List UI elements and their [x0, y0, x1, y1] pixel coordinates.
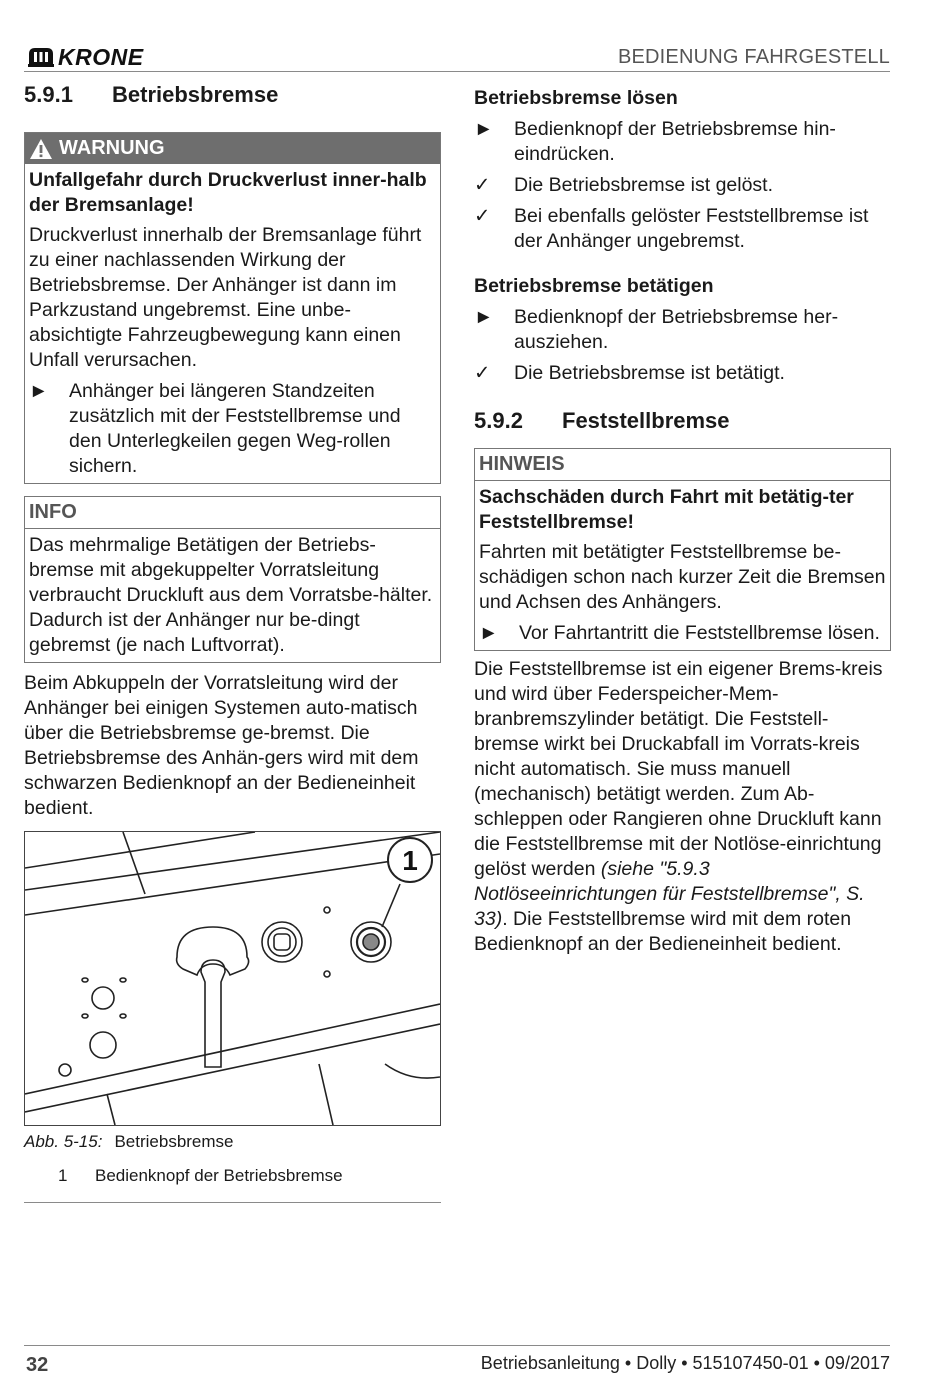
- notice-step-text: Vor Fahrtantritt die Feststellbremse lösen.: [519, 622, 880, 644]
- section-heading-592: [474, 408, 891, 434]
- apply-heading: Betriebsbremse betätigen: [474, 275, 714, 297]
- release-step-1: [474, 117, 891, 167]
- header-divider: [24, 71, 890, 72]
- brand-name: KRONE: [58, 43, 144, 70]
- info-box: [24, 496, 441, 663]
- arrow-right-icon: ►: [474, 306, 494, 328]
- warning-body: [25, 164, 440, 483]
- notice-text: Fahrten mit betätigter Feststellbremse be-schädigen schon nach kurzer Zeit die Bremsen und Achsen des Anhängers.: [479, 541, 886, 613]
- figure-legend-item: [24, 1166, 441, 1186]
- apply-step-1: [474, 305, 891, 355]
- apply-step-1-text: Bedienknopf der Betriebsbremse her-ausziehen.: [514, 306, 839, 353]
- arrow-right-icon: ►: [474, 118, 494, 140]
- parking-brake-text-end: . Die Feststellbremse wird mit dem roten Bedienknopf an der Bedieneinheit bedient.: [474, 908, 852, 955]
- warning-header: [25, 133, 440, 164]
- warning-title: Unfallgefahr durch Druckverlust inner-halb der Bremsanlage!: [29, 169, 427, 216]
- running-header: BEDIENUNG FAHRGESTELL: [617, 46, 890, 68]
- release-result-2-text: Bei ebenfalls gelöster Feststellbremse ist der Anhänger ungebremst.: [514, 205, 869, 252]
- krone-crown-icon: [26, 45, 56, 69]
- info-body: [25, 529, 440, 662]
- warning-label: WARNUNG: [59, 137, 165, 159]
- figure-betriebsbremse: [24, 831, 441, 1126]
- checkmark-icon: ✓: [474, 174, 491, 196]
- notice-body: [475, 481, 890, 650]
- legend-text: Bedienknopf der Betriebsbremse: [95, 1166, 343, 1185]
- legend-number: 1: [58, 1166, 68, 1185]
- warning-triangle-icon: [29, 138, 53, 160]
- control-unit-illustration: [25, 832, 440, 1125]
- arrow-right-icon: ►: [479, 622, 499, 644]
- document-info: Betriebsanleitung • Dolly • 515107450-01 • 09/2017: [480, 1353, 890, 1373]
- section-title: Feststellbremse: [562, 408, 730, 433]
- parking-brake-text: Die Feststellbremse ist ein eigener Brems-kreis und wird über Federspeicher-Mem-branbremszylinder betätigt. Die Feststell-bremse wirkt bei Druckabfall im Vorrats-kreis nicht automatisch. Sie muss manuell (mechanisch) betätigt werden. Zum Ab-schleppen oder Rangieren ohne Druckluft kann die Feststellbremse mit der Notlöse-einrichtung gelöst werden: [474, 658, 883, 880]
- warning-box: [24, 132, 441, 484]
- krone-logo: [26, 44, 171, 70]
- cross-reference-link: (siehe "5.9.3 Notlöseeinrichtungen für Feststellbremse", S. 33): [474, 858, 865, 930]
- left-column: [24, 82, 441, 1203]
- parking-brake-paragraph: [474, 657, 891, 957]
- section-heading-591: [24, 82, 441, 108]
- info-text: Das mehrmalige Betätigen der Betriebs-bremse mit abgekuppelter Vorratsleitung verbraucht Druckluft aus dem Vorratsbe-hälter. Dadurch ist der Anhänger nur be-dingt gebremst (je nach Luftvorrat).: [29, 534, 433, 656]
- apply-result-1-text: Die Betriebsbremse ist betätigt.: [514, 362, 785, 384]
- column-end-divider: [24, 1202, 441, 1203]
- release-result-1-text: Die Betriebsbremse ist gelöst.: [514, 174, 774, 196]
- notice-header: HINWEIS: [475, 449, 890, 481]
- footer-divider: [24, 1345, 890, 1346]
- section-number: 5.9.2: [474, 408, 523, 433]
- warning-text: Druckverlust innerhalb der Bremsanlage führt zu einer nachlassenden Wirkung der Betriebsbremse. Der Anhänger ist dann im Parkzustand ungebremst. Eine unbe-absichtigte Fahrzeugbewegung kann einen Unfall verursachen.: [29, 224, 422, 371]
- coupling-paragraph: Beim Abkuppeln der Vorratsleitung wird der Anhänger bei einigen Systemen auto-matisch über die Betriebsbremse ge-bremst. Die Betriebsbremse des Anhän-gers wird mit dem schwarzen Bedienknopf an der Bedieneinheit bedient.: [24, 672, 419, 819]
- release-result-1: [474, 173, 891, 198]
- section-number: 5.9.1: [24, 82, 73, 107]
- notice-title: Sachschäden durch Fahrt mit betätig-ter Feststellbremse!: [479, 486, 854, 533]
- notice-step: [479, 621, 886, 646]
- release-step-1-text: Bedienknopf der Betriebsbremse hin-eindrücken.: [514, 118, 836, 165]
- info-header: INFO: [25, 497, 440, 529]
- figure-caption-text: Betriebsbremse: [114, 1132, 234, 1151]
- section-title: Betriebsbremse: [112, 82, 279, 107]
- arrow-right-icon: ►: [29, 380, 49, 402]
- apply-result-1: [474, 361, 891, 386]
- warning-step-text: Anhänger bei längeren Standzeiten zusätzlich mit der Feststellbremse und den Unterlegkeilen gegen Weg-rollen sichern.: [69, 380, 401, 477]
- checkmark-icon: ✓: [474, 362, 491, 384]
- checkmark-icon: ✓: [474, 205, 491, 227]
- page-number: 32: [26, 1354, 49, 1376]
- notice-box: [474, 448, 891, 651]
- warning-step: [29, 379, 436, 479]
- figure-callout-1: 1: [402, 845, 418, 876]
- release-result-2: [474, 204, 891, 254]
- right-column: [474, 82, 891, 957]
- figure-caption-label: Abb. 5-15:: [24, 1132, 103, 1151]
- figure-caption: [24, 1132, 441, 1152]
- release-heading: Betriebsbremse lösen: [474, 87, 678, 109]
